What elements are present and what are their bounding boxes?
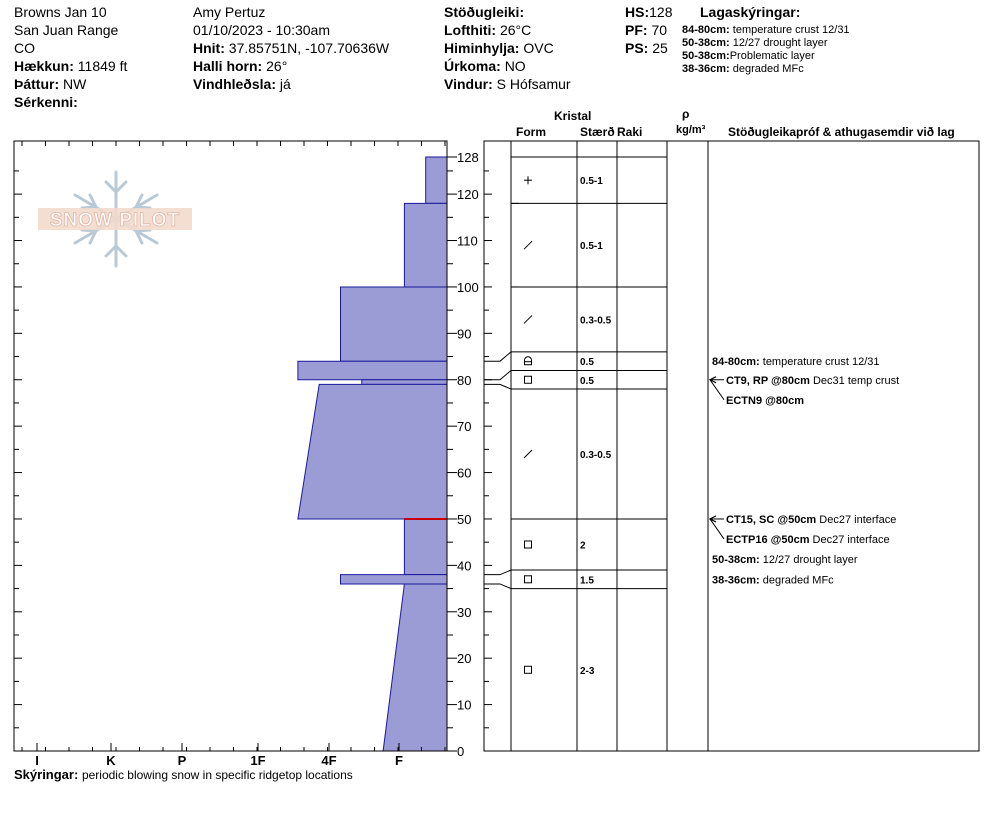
hardness-label: P [177,753,187,768]
wind-loading-label: Vindhleðsla: [193,76,276,92]
air-temp-label: Lofthiti: [444,22,497,38]
annotation-text: Dec27 interface [809,533,890,546]
hardness-label: I [35,753,39,768]
annotation-arrow [710,380,724,400]
legend-text-1: temperature crust 12/31 [732,24,850,36]
legend-text-4: degraded MFc [732,63,804,75]
size-header: Stærð [580,125,615,139]
connector-line [484,584,511,589]
aspect-label: Þáttur: [14,76,60,92]
depth-tick-label: 120 [457,187,479,203]
sky-label: Himinhylja: [444,40,520,56]
annotation-bold: CT9, RP @80cm [726,374,810,387]
annotation-text: Dec31 temp crust [809,374,900,387]
size-cell: 0.5 [580,375,594,387]
moisture-header: Raki [617,125,643,139]
depth-tick-label: 90 [457,326,472,342]
annotation-3 [726,395,804,407]
hardness-layer-3 [341,287,448,361]
pf-label: PF: [625,22,648,38]
annotation-text: temperature crust 12/31 [759,356,880,369]
annotation-bold: 50-38cm: [712,553,760,566]
logo-text: SNOW PILOT [49,210,181,231]
slope-label: Halli horn: [193,58,263,74]
size-cell: 0.3-0.5 [580,450,612,461]
depth-tick-label: 10 [457,697,472,713]
size-cell: 1.5 [580,575,594,587]
annotation-5 [726,534,890,546]
chart-frames [14,141,979,751]
coords-value: 37.85751N, -107.70636W [228,40,390,56]
hardness-axis [22,743,445,768]
depth-tick-label: 30 [457,604,472,620]
form-square-icon [525,541,532,548]
aspect-value: NW [63,76,87,92]
depth-tick-label: 70 [457,419,472,435]
precip-value: NO [504,58,526,74]
hs-label: HS: [625,4,650,20]
annotation-bold: ECTP16 @50cm [726,533,810,546]
annotation-bold: CT15, SC @50cm [726,513,817,526]
annotation-text: 12/27 drought layer [759,553,858,566]
annotation-6 [712,554,858,566]
form-meltfreeze-icon [525,357,532,365]
snowpilot-logo [38,172,192,266]
depth-tick-label: 0 [457,744,465,759]
connector-line [484,384,511,389]
slope-value: 26° [266,58,288,74]
annotation-arrow [710,519,724,539]
form-header: Form [516,125,546,139]
hardness-layer-5 [362,380,447,385]
depth-tick-label: 40 [457,558,472,574]
size-cell: 0.5-1 [580,241,603,253]
depth-tick-label: 50 [457,511,472,527]
pf-value: 70 [651,22,668,38]
hardness-layer-8 [341,575,448,584]
hardness-layer-2 [404,203,447,287]
legend-range-1: 84-80cm: [682,24,730,36]
wind-loading-value: já [279,76,291,92]
wind-label: Vindur: [444,76,493,92]
annotation-bold: ECTN9 @80cm [726,394,804,407]
size-cell: 0.3-0.5 [580,315,612,327]
annotation-text: Dec27 interface [816,513,897,526]
annotation-bold: 38-36cm: [712,574,760,587]
connector-line [484,570,511,575]
hardness-layer-1 [426,157,447,203]
state-name: CO [14,40,35,56]
tests-header: Stöðugleikapróf & athugasemdir við lag [728,125,955,139]
form-square-icon [525,666,532,673]
annotation-4 [726,514,896,526]
comments-value: periodic blowing snow in specific ridgetop locations [81,768,353,782]
form-square-icon [525,576,532,583]
hardness-label: 4F [321,753,337,768]
hardness-profile [298,157,447,751]
air-temp-value: 26°C [499,22,532,38]
elevation-label: Hækkun: [14,58,74,74]
legend-range-3: 50-38cm: [682,50,730,62]
form-slash-icon [524,315,532,323]
annotation-text: degraded MFc [759,574,834,587]
size-cell: 0.5-1 [580,176,603,188]
legend-range-4: 38-36cm: [682,63,730,75]
legend-title: Lagaskýringar: [700,4,801,20]
annotation-1 [712,356,880,368]
legend-text-2: 12/27 drought layer [732,37,828,49]
form-square-icon [525,376,532,383]
stability-label: Stöðugleiki: [444,4,525,20]
observer-name: Amy Pertuz [193,4,266,20]
annotation-bold: 84-80cm: [712,356,760,369]
depth-tick-label: 60 [457,465,472,481]
size-cell: 2-3 [580,665,595,677]
depth-tick-label: 100 [457,279,479,295]
annotation-7 [712,574,834,586]
wind-value: S Hófsamur [496,76,571,92]
hardness-layer-4 [298,361,447,380]
sky-value: OVC [523,40,554,56]
legend-range-2: 50-38cm: [682,37,730,49]
hardness-layer-7 [404,519,447,575]
location-name: Browns Jan 10 [14,4,107,20]
size-cell: 0.5 [580,357,594,369]
rho-header: ρ [682,107,690,121]
legend-text-3: Problematic layer [729,50,815,62]
depth-tick-label: 80 [457,372,472,388]
hs-value: 128 [649,4,673,20]
form-slash-icon [524,450,532,458]
range-name: San Juan Range [14,22,119,38]
ps-label: PS: [625,40,649,56]
form-slash-icon [524,241,532,249]
density-unit-header: kg/m³ [676,124,706,136]
crystal-table-frame [484,141,979,751]
crystal-header: Kristal [554,109,592,123]
datetime: 01/10/2023 - 10:30am [193,22,330,38]
hardness-label: K [106,753,116,768]
ps-value: 25 [652,40,668,56]
layer-annotations [710,356,899,586]
connector-line [484,370,511,379]
features-label: Sérkenni: [14,94,78,110]
precip-label: Úrkoma: [444,58,501,74]
hardness-label: F [395,753,403,768]
size-cell: 2 [580,540,586,552]
depth-tick-label: 20 [457,651,472,667]
elevation-value: 11849 ft [77,58,128,74]
annotation-2 [726,375,899,387]
depth-tick-label: 128 [457,150,479,165]
coords-label: Hnit: [193,40,225,56]
hardness-layer-9 [383,584,447,751]
hardness-layer-6 [298,384,447,519]
hardness-label: 1F [250,753,266,768]
depth-tick-label: 110 [457,233,478,249]
comments-label: Skýringar: [14,767,79,782]
